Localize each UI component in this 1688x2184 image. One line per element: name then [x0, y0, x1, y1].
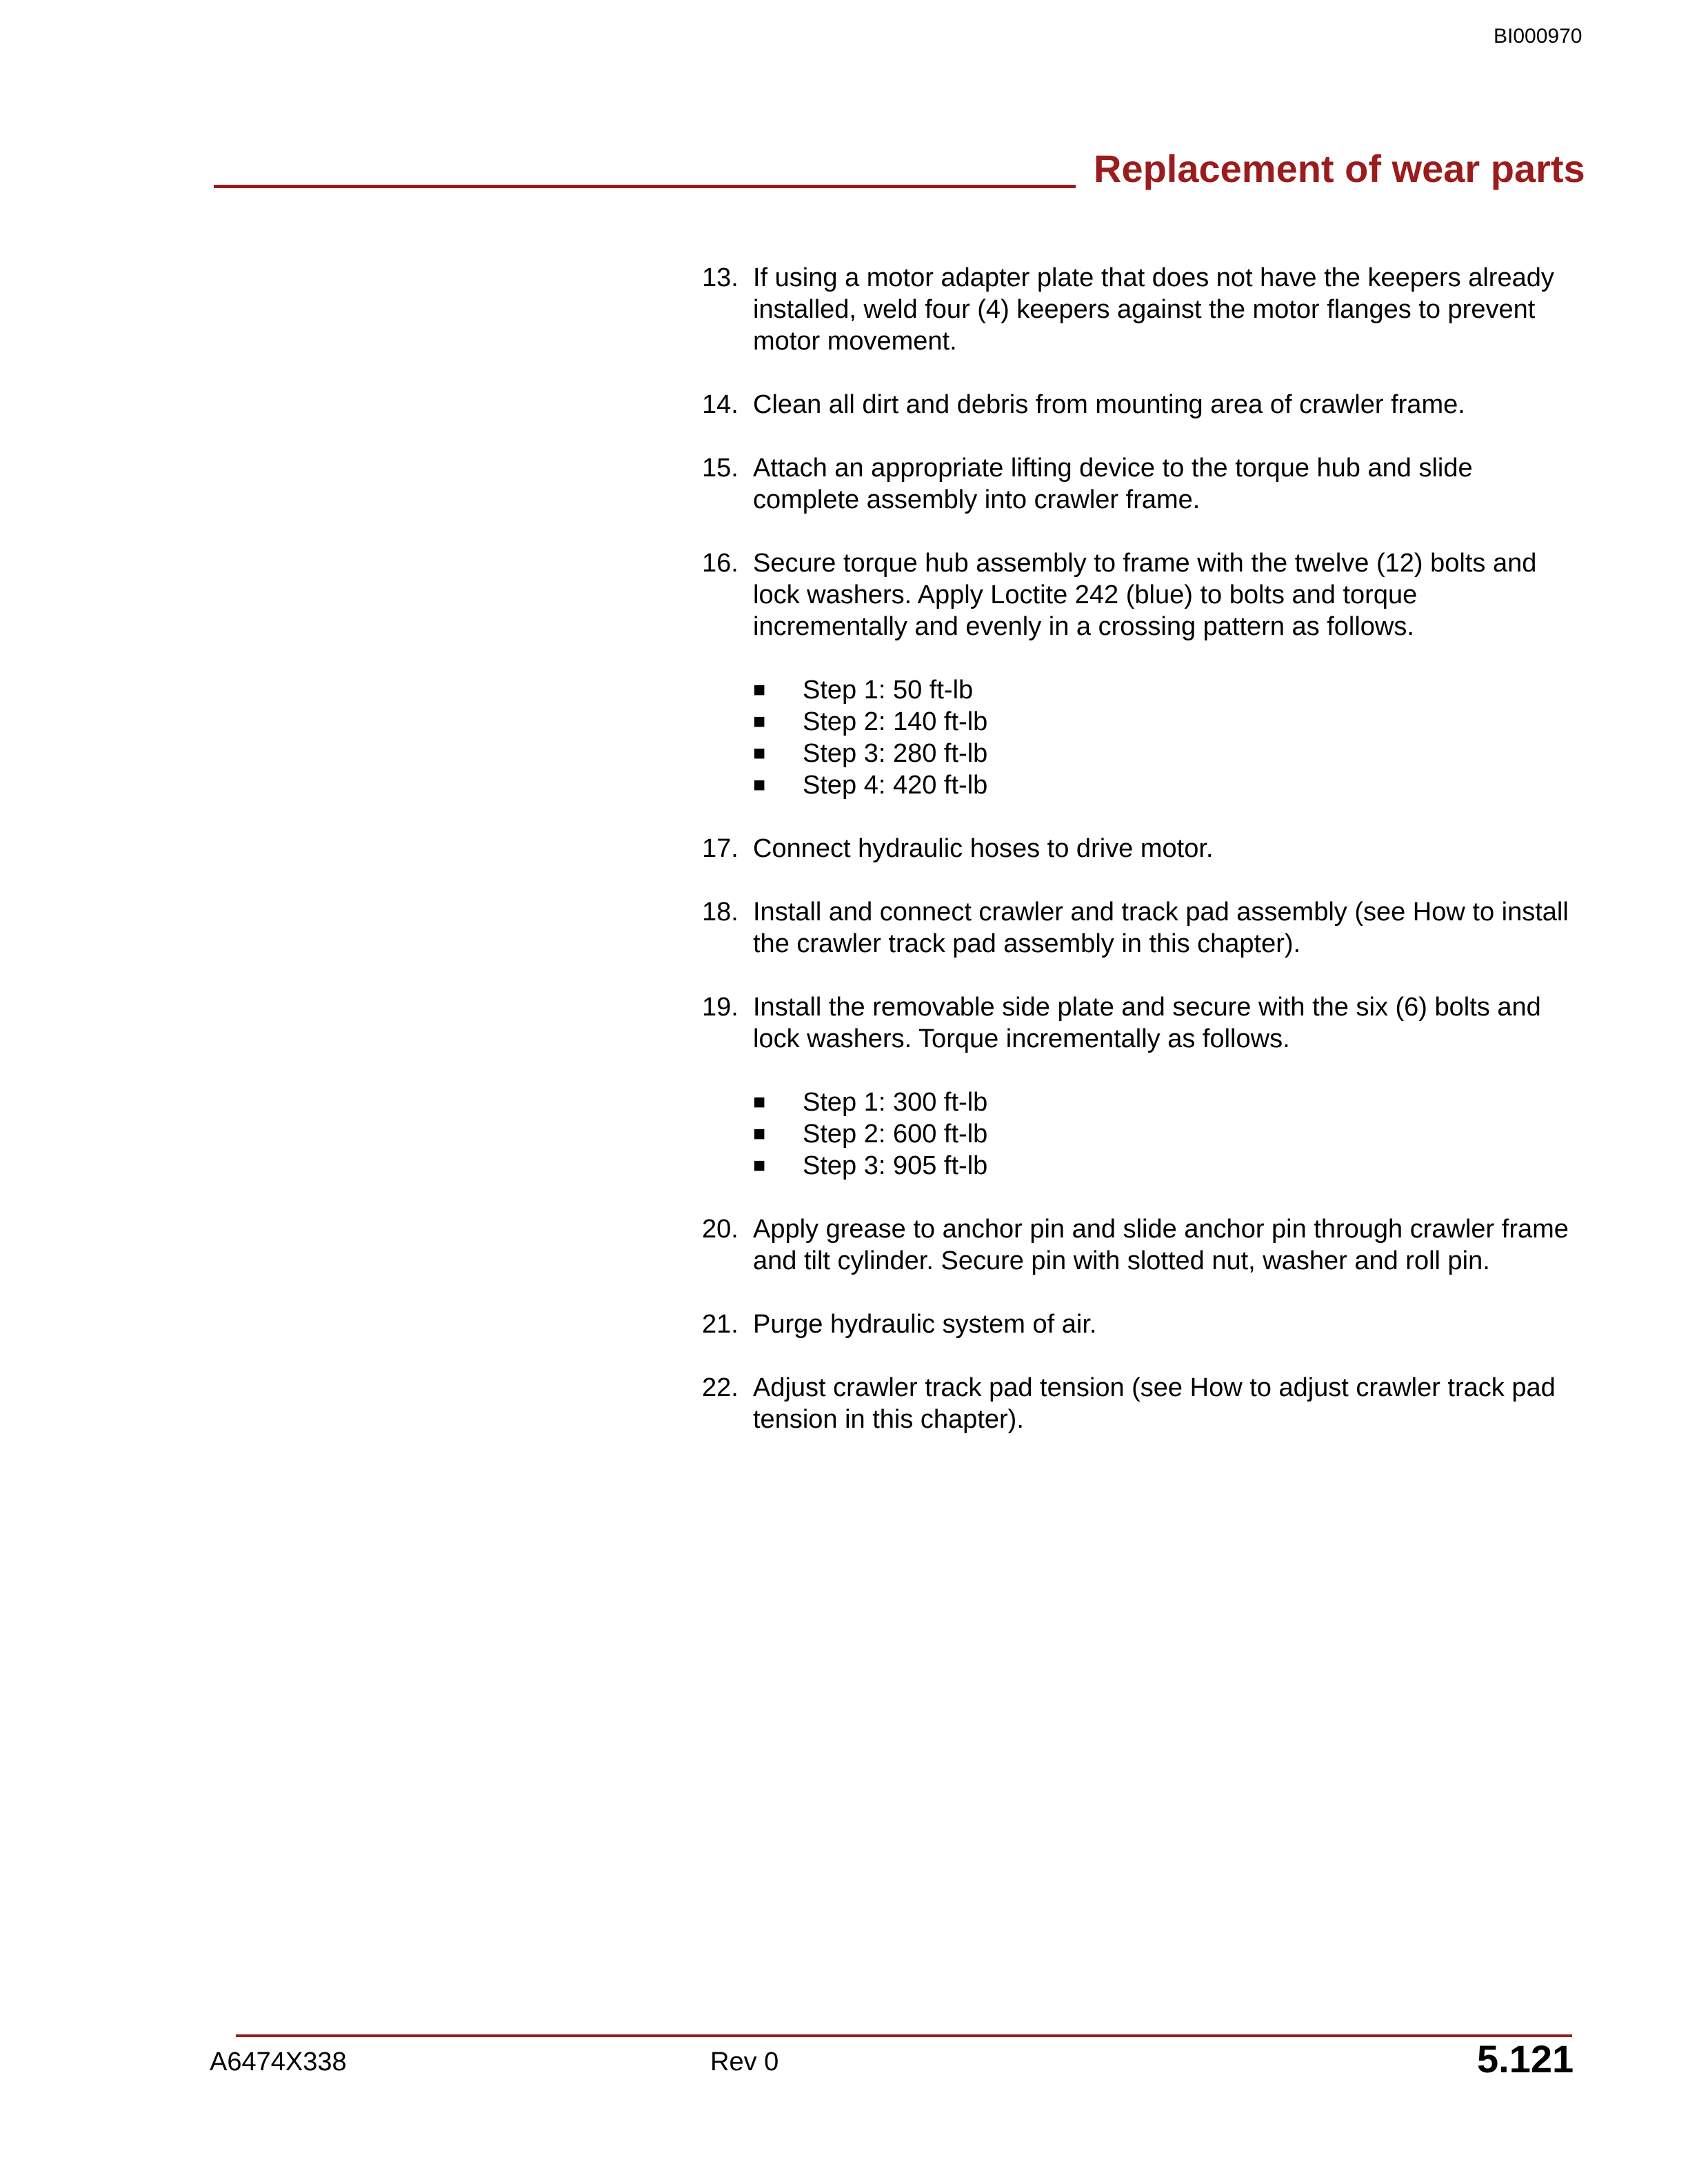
torque-substep [753, 738, 1572, 769]
substep-text: Step 3: 905 ft-lb [803, 1151, 988, 1180]
step-number: 18. [702, 898, 738, 927]
procedure-step [702, 389, 1572, 421]
step-number: 21. [702, 1310, 738, 1339]
revision-label: Rev 0 [710, 2048, 779, 2076]
procedure-step [702, 1372, 1572, 1435]
procedure-step [702, 262, 1572, 357]
torque-substep [753, 1086, 1572, 1118]
square-bullet-icon: ■ [753, 1091, 766, 1113]
page-number: 5.121 [1477, 2037, 1574, 2081]
substep-text: Step 2: 600 ft-lb [803, 1120, 988, 1149]
square-bullet-icon: ■ [753, 1154, 766, 1177]
torque-substep [753, 674, 1572, 706]
step-number: 15. [702, 454, 738, 483]
section-title: Replacement of wear parts [1094, 147, 1585, 190]
step-number: 17. [702, 834, 738, 863]
step-number: 13. [702, 263, 738, 292]
step-text: Install and connect crawler and track pad assembly (see How to install the crawler track pad assembly in this chapter). [753, 898, 1569, 958]
torque-substep [753, 769, 1572, 801]
torque-substep [753, 1150, 1572, 1182]
procedure-step [702, 547, 1572, 801]
step-number: 19. [702, 993, 738, 1022]
procedure-step [702, 833, 1572, 865]
step-text: Apply grease to anchor pin and slide anchor pin through crawler frame and tilt cylinder. Secure pin with slotted nut, washer and roll pin. [753, 1215, 1569, 1275]
footer-rule [236, 2034, 1572, 2037]
step-number: 14. [702, 390, 738, 419]
step-text: Connect hydraulic hoses to drive motor. [753, 834, 1214, 863]
substep-text: Step 4: 420 ft-lb [803, 771, 988, 800]
substep-text: Step 1: 50 ft-lb [803, 676, 974, 705]
step-text: Install the removable side plate and secure with the six (6) bolts and lock washers. Torque incrementally as follows. [753, 993, 1541, 1053]
document-id: BI000970 [1494, 25, 1582, 48]
procedure-step [702, 1213, 1572, 1277]
square-bullet-icon: ■ [753, 774, 766, 796]
square-bullet-icon: ■ [753, 710, 766, 733]
procedure-step [702, 1308, 1572, 1340]
step-text: Clean all dirt and debris from mounting area of crawler frame. [753, 390, 1465, 419]
step-number: 20. [702, 1215, 738, 1244]
substep-text: Step 3: 280 ft-lb [803, 739, 988, 768]
substep-text: Step 1: 300 ft-lb [803, 1088, 988, 1117]
step-text: If using a motor adapter plate that does not have the keepers already installed, weld four (4) keepers against the motor flanges to prevent motor movement. [753, 263, 1554, 356]
step-text: Adjust crawler track pad tension (see How to adjust crawler track pad tension in this chapter). [753, 1373, 1556, 1434]
procedure-steps [702, 262, 1572, 1467]
procedure-step [702, 452, 1572, 516]
step-number: 22. [702, 1373, 738, 1402]
square-bullet-icon: ■ [753, 678, 766, 701]
step-text: Secure torque hub assembly to frame with the twelve (12) bolts and lock washers. Apply Loctite 242 (blue) to bolts and torque incrementally and evenly in a crossing pattern as follows. [753, 549, 1537, 641]
torque-substep [753, 706, 1572, 738]
header-rule [214, 185, 1076, 188]
document-number: A6474X338 [210, 2048, 347, 2076]
torque-substep-list [753, 1086, 1572, 1182]
step-text: Purge hydraulic system of air. [753, 1310, 1097, 1339]
square-bullet-icon: ■ [753, 1122, 766, 1145]
torque-substep [753, 1118, 1572, 1150]
torque-substep-list [753, 674, 1572, 801]
square-bullet-icon: ■ [753, 742, 766, 765]
step-text: Attach an appropriate lifting device to the torque hub and slide complete assembly into crawler frame. [753, 454, 1473, 514]
procedure-step [702, 896, 1572, 960]
substep-text: Step 2: 140 ft-lb [803, 707, 988, 736]
step-number: 16. [702, 549, 738, 578]
procedure-step [702, 991, 1572, 1182]
